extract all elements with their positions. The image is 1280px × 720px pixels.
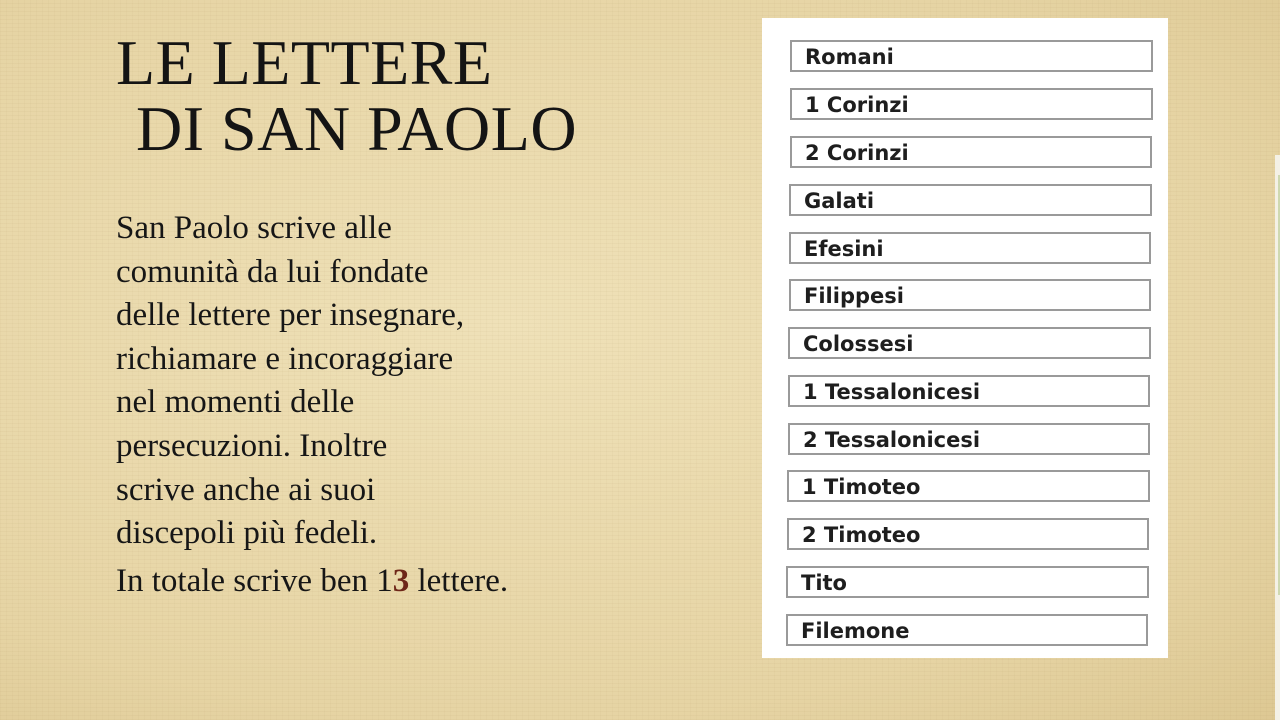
total-suffix: lettere. <box>409 563 509 599</box>
letter-item-1-tessalonicesi: 1 Tessalonicesi <box>788 375 1150 407</box>
total-prefix: In totale scrive ben <box>116 563 377 599</box>
description-line: nel momenti delle <box>116 384 355 421</box>
letter-item-romani: Romani <box>790 40 1153 72</box>
letter-item-tito: Tito <box>786 566 1149 598</box>
description-line: persecuzioni. Inoltre <box>116 427 388 464</box>
letter-item-efesini: Efesini <box>789 232 1151 264</box>
letter-item-galati: Galati <box>789 184 1152 216</box>
total-letters-sentence <box>116 560 508 603</box>
total-number-first-digit: 1 <box>376 563 393 599</box>
letter-item-2-tessalonicesi: 2 Tessalonicesi <box>788 423 1150 455</box>
letter-item-colossesi: Colossesi <box>788 327 1151 359</box>
description-line: scrive anche ai suoi <box>116 471 376 508</box>
slide-title <box>116 27 578 164</box>
right-edge-strip <box>1275 155 1280 720</box>
letter-item-2-corinzi: 2 Corinzi <box>790 136 1152 168</box>
letter-item-1-timoteo: 1 Timoteo <box>787 470 1150 502</box>
letter-item-filippesi: Filippesi <box>789 279 1151 311</box>
slide-title-line-2: DI SAN PAOLO <box>136 93 578 164</box>
slide-title-line-1: LE LETTERE <box>116 27 493 98</box>
letters-list-panel <box>762 18 1168 658</box>
description-line: delle lettere per insegnare, <box>116 297 465 334</box>
letter-item-2-timoteo: 2 Timoteo <box>787 518 1149 550</box>
description-paragraph <box>116 207 636 556</box>
description-line: San Paolo scrive alle <box>116 210 392 246</box>
letter-item-1-corinzi: 1 Corinzi <box>790 88 1153 120</box>
description-line: comunità da lui fondate <box>116 253 429 290</box>
description-line: richiamare e incoraggiare <box>116 340 454 377</box>
description-line: discepoli più fedeli. <box>116 515 378 552</box>
letter-item-filemone: Filemone <box>786 614 1148 646</box>
total-number-second-digit: 3 <box>392 563 410 599</box>
